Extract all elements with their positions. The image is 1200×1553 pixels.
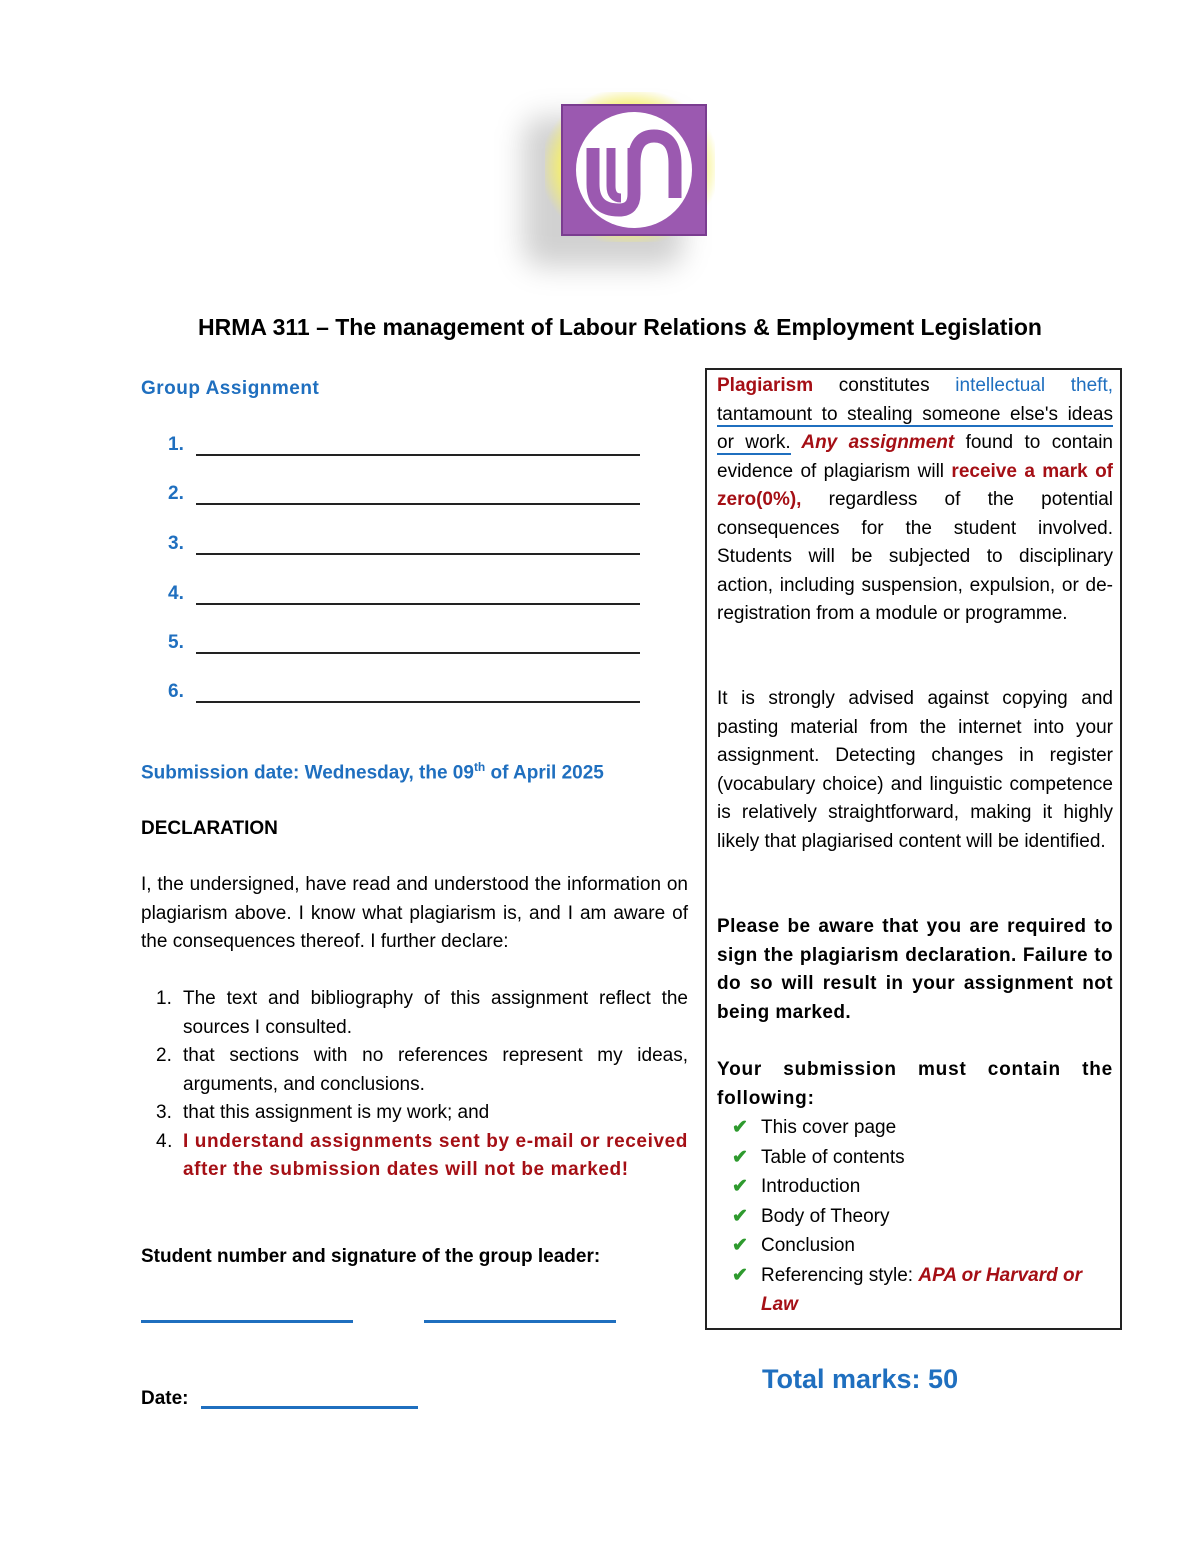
- submission-date: Submission date: Wednesday, the 09th of April 2025: [141, 760, 604, 784]
- checkmark-icon: ✔: [732, 1264, 748, 1286]
- list-item: ✔ This cover page: [732, 1113, 1117, 1143]
- list-item: 3. that this assignment is my work; and: [156, 1102, 490, 1123]
- list-item: 4. I understand assignments sent by e-mail or received after the submission dates will not be marked!: [156, 1130, 688, 1180]
- date-line[interactable]: [201, 1406, 418, 1409]
- list-item: ✔ Table of contents: [732, 1143, 1117, 1173]
- group-member-line[interactable]: 2.: [168, 483, 640, 505]
- declaration-warning: Please be aware that you are required to sign the plagiarism declaration. Failure to do so will result in your assignment not being marked.: [717, 916, 1113, 1023]
- signature-line[interactable]: [424, 1320, 616, 1323]
- list-item: ✔ Conclusion: [732, 1231, 1117, 1261]
- list-item: ✔ Introduction: [732, 1172, 1117, 1202]
- group-member-line[interactable]: 3.: [168, 533, 640, 555]
- submission-requirements-heading: Your submission must contain the following:: [717, 1059, 1113, 1109]
- list-item: 1. The text and bibliography of this assignment reflect the sources I consulted.: [156, 988, 688, 1038]
- group-member-line[interactable]: 4.: [168, 583, 640, 605]
- declaration-list: [141, 985, 688, 1185]
- group-member-line[interactable]: 1.: [168, 434, 640, 456]
- list-item: 2. that sections with no references represent my ideas, arguments, and conclusions.: [156, 1045, 688, 1095]
- plagiarism-paragraph: Plagiarism constitutes intellectual theft, tantamount to stealing someone else's ideas or work. Any assignment found to contain evidence of plagiarism will receive a mark of zero(0%), regardless of the potential consequences for the student involved. Students will be subjected to disciplinary action, including suspension, expulsion, or de-registration from a module or programme.: [717, 375, 1114, 624]
- checkmark-icon: ✔: [732, 1146, 748, 1168]
- group-assignment-heading: Group Assignment: [141, 378, 320, 399]
- declaration-heading: DECLARATION: [141, 818, 278, 839]
- checkmark-icon: ✔: [732, 1235, 748, 1256]
- declaration-paragraph: I, the undersigned, have read and understood the information on plagiarism above. I know what plagiarism is, and I am aware of the consequences thereof. I further declare:: [141, 874, 688, 952]
- date-label: Date:: [141, 1388, 189, 1409]
- group-member-line[interactable]: 5.: [168, 632, 640, 654]
- list-item: ✔ Referencing style: APA or Harvard or Law: [732, 1261, 1117, 1320]
- copying-advice-paragraph: It is strongly advised against copying and pasting material from the internet into your assignment. Detecting changes in register (vocabulary choice) and linguistic competence is relatively straightforward, making it highly likely that plagiarised content will be identified.: [717, 688, 1113, 852]
- logo-emblem-icon: [563, 106, 705, 234]
- list-item: ✔ Body of Theory: [732, 1202, 1117, 1232]
- submission-checklist: [732, 1113, 1117, 1320]
- university-logo: [545, 92, 715, 242]
- group-member-line[interactable]: 6.: [168, 681, 640, 703]
- student-number-line[interactable]: [141, 1320, 353, 1323]
- document-title: HRMA 311 – The management of Labour Relations & Employment Legislation: [198, 314, 1042, 340]
- group-leader-label: Student number and signature of the group leader:: [141, 1246, 601, 1267]
- total-marks: Total marks: 50: [762, 1364, 959, 1394]
- checkmark-icon: ✔: [732, 1205, 748, 1227]
- checkmark-icon: ✔: [732, 1176, 748, 1197]
- checkmark-icon: ✔: [732, 1117, 748, 1138]
